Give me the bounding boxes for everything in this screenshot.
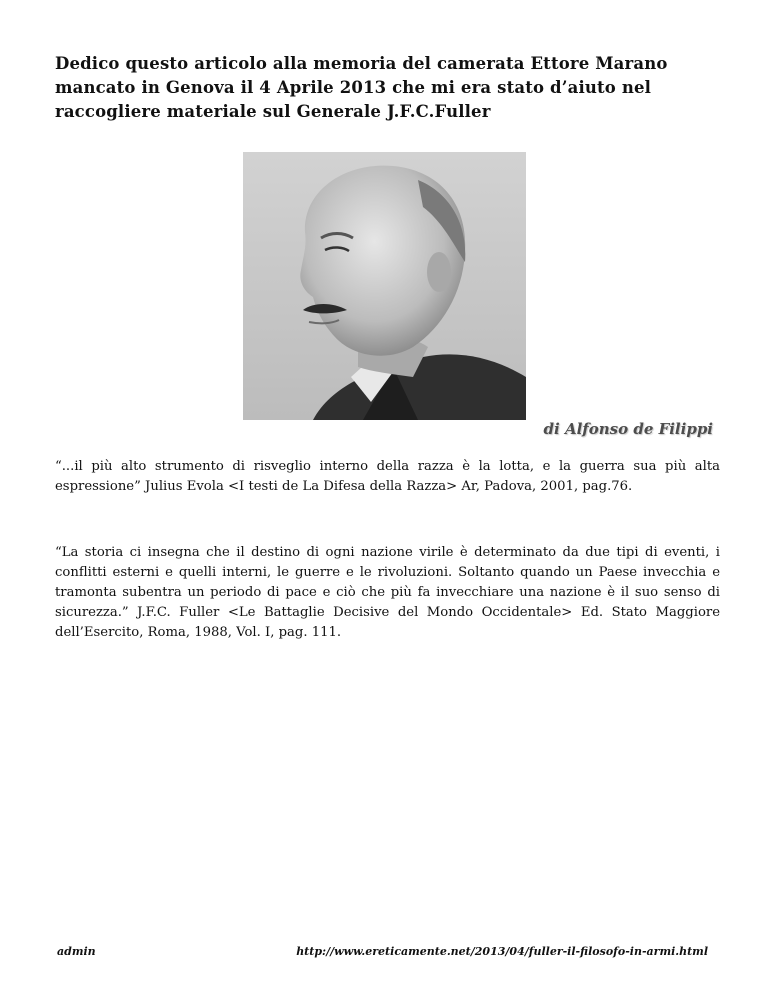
footer-source-url: http://www.ereticamente.net/2013/04/fuller-il-filosofo-in-armi.html — [296, 945, 708, 958]
dedication-line: Dedico questo articolo alla memoria del camerata Ettore Marano — [55, 54, 668, 73]
epigraph-quote-evola: “...il più alto strumento di risveglio interno della razza è la lotta, e la guerra sua più alta espressione” Julius Evola <I testi de La Difesa della Razza> Ar, Padova, 2001, pag.76. — [55, 459, 720, 494]
article-byline: di Alfonso de Filippi — [543, 420, 713, 438]
portrait-illustration — [243, 152, 526, 420]
epigraph-quote-fuller: “La storia ci insegna che il destino di ogni nazione virile è determinato da due tipi di eventi, i conflitti esterni e quelli interni, le guerre e le rivoluzioni. Soltanto quando un Paese invecchia e tramonta subentra un periodo di pace e ciò che più fa invecchiare una nazione è il suo senso di sicurezza.” J.F.C. Fuller <Le Battaglie Decisive del Mondo Occidentale> Ed. Stato Maggiore dell’Esercito, Roma, 1988, Vol. I, pag. 111. — [55, 545, 720, 640]
portrait-photo — [243, 152, 526, 420]
dedication-heading — [55, 52, 720, 124]
dedication-line: raccogliere materiale sul Generale J.F.C.Fuller — [55, 102, 491, 121]
footer-author: admin — [57, 945, 96, 958]
dedication-line: mancato in Genova il 4 Aprile 2013 che mi era stato d’aiuto nel — [55, 78, 652, 97]
